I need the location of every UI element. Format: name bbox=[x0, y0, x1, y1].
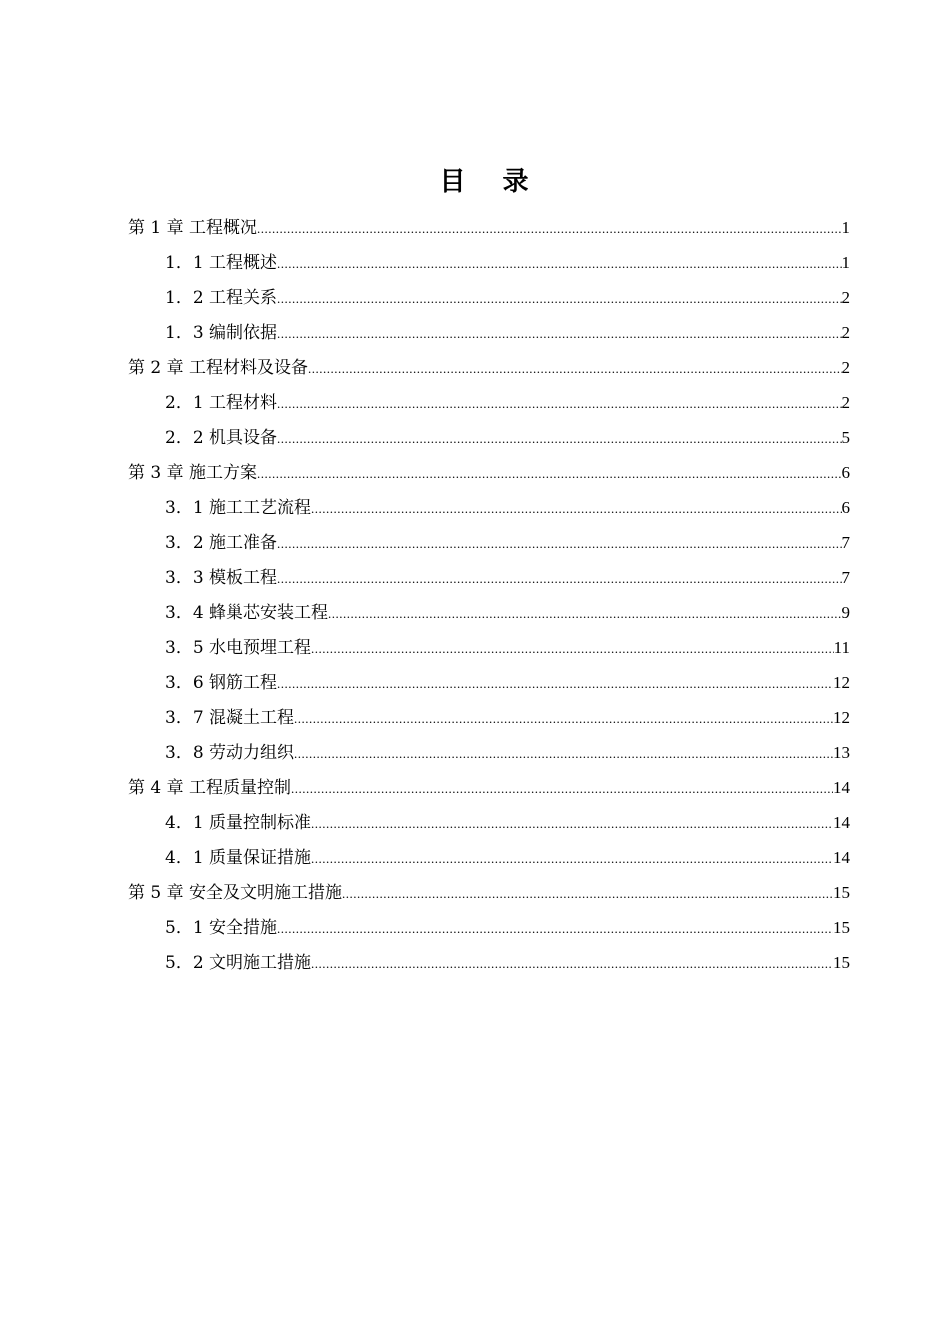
toc-entry-label: 第 5 章 安全及文明施工措施 bbox=[128, 883, 343, 903]
toc-entry-label: 3．6 钢筋工程 bbox=[165, 673, 278, 693]
toc-section-entry[interactable] bbox=[128, 245, 850, 280]
page-title: 目 录 bbox=[439, 167, 543, 197]
dot-leader bbox=[257, 456, 841, 491]
toc-entry-label: 3．2 施工准备 bbox=[165, 533, 278, 553]
toc-page-number: 14 bbox=[833, 848, 850, 867]
toc-entry-label: 2．2 机具设备 bbox=[165, 428, 278, 448]
toc-chapter-entry[interactable] bbox=[128, 350, 850, 385]
toc-page-number: 2 bbox=[841, 393, 850, 412]
toc-entry-label: 1．3 编制依据 bbox=[165, 323, 278, 343]
dot-leader bbox=[294, 701, 833, 736]
toc-chapter-entry[interactable] bbox=[128, 875, 850, 910]
toc-entry-label: 第 1 章 工程概况 bbox=[128, 218, 258, 238]
toc-page-number: 12 bbox=[833, 673, 850, 692]
dot-leader bbox=[277, 246, 841, 281]
dot-leader bbox=[277, 526, 841, 561]
toc-section-entry[interactable] bbox=[128, 280, 850, 315]
toc-entry-label: 3．4 蜂巢芯安装工程 bbox=[165, 603, 329, 623]
toc-page-number: 12 bbox=[833, 708, 850, 727]
toc-section-entry[interactable] bbox=[128, 560, 850, 595]
dot-leader bbox=[257, 211, 841, 246]
toc-entry-label: 3．7 混凝土工程 bbox=[165, 708, 295, 728]
dot-leader bbox=[311, 841, 833, 876]
toc-section-entry[interactable] bbox=[128, 315, 850, 350]
dot-leader bbox=[277, 666, 833, 701]
dot-leader bbox=[311, 806, 833, 841]
toc-entry-label: 4．1 质量保证措施 bbox=[165, 848, 312, 868]
toc-entry-label: 4．1 质量控制标准 bbox=[165, 813, 312, 833]
toc-section-entry[interactable] bbox=[128, 910, 850, 945]
toc-page-number: 2 bbox=[841, 358, 850, 377]
toc-page-number: 14 bbox=[833, 778, 850, 797]
toc-section-entry[interactable] bbox=[128, 595, 850, 630]
dot-leader bbox=[311, 491, 841, 526]
toc-chapter-entry[interactable] bbox=[128, 455, 850, 490]
dot-leader bbox=[328, 596, 841, 631]
dot-leader bbox=[277, 316, 841, 351]
toc-page-number: 7 bbox=[841, 533, 850, 552]
toc-section-entry[interactable] bbox=[128, 525, 850, 560]
toc-entry-label: 1．2 工程关系 bbox=[165, 288, 278, 308]
toc-page-number: 9 bbox=[841, 603, 850, 622]
toc-page-number: 6 bbox=[841, 498, 850, 517]
toc-entry-label: 5．1 安全措施 bbox=[165, 918, 278, 938]
toc-page-number: 15 bbox=[833, 918, 850, 937]
toc-page-number: 5 bbox=[841, 428, 850, 447]
toc-page-number: 1 bbox=[841, 253, 850, 272]
toc-entry-label: 3．8 劳动力组织 bbox=[165, 743, 295, 763]
toc-section-entry[interactable] bbox=[128, 805, 850, 840]
toc-section-entry[interactable] bbox=[128, 700, 850, 735]
toc-page-number: 14 bbox=[833, 813, 850, 832]
toc-page-number: 7 bbox=[841, 568, 850, 587]
toc-page-number: 2 bbox=[841, 288, 850, 307]
toc-section-entry[interactable] bbox=[128, 420, 850, 455]
toc-chapter-entry[interactable] bbox=[128, 770, 850, 805]
toc-section-entry[interactable] bbox=[128, 665, 850, 700]
dot-leader bbox=[311, 946, 833, 981]
dot-leader bbox=[291, 771, 833, 806]
dot-leader bbox=[277, 421, 841, 456]
toc-entry-label: 第 2 章 工程材料及设备 bbox=[128, 358, 309, 378]
toc-page-number: 1 bbox=[841, 218, 850, 237]
dot-leader bbox=[342, 876, 833, 911]
toc-entry-label: 3．1 施工工艺流程 bbox=[165, 498, 312, 518]
dot-leader bbox=[277, 561, 841, 596]
toc-entry-label: 1．1 工程概述 bbox=[165, 253, 278, 273]
toc-entry-label: 3．5 水电预埋工程 bbox=[165, 638, 312, 658]
dot-leader bbox=[311, 631, 834, 666]
toc-section-entry[interactable] bbox=[128, 385, 850, 420]
dot-leader bbox=[294, 736, 833, 771]
toc-page-number: 13 bbox=[833, 743, 850, 762]
toc-entry-label: 第 3 章 施工方案 bbox=[128, 463, 258, 483]
toc-entry-label: 5．2 文明施工措施 bbox=[165, 953, 312, 973]
table-of-contents bbox=[128, 210, 850, 980]
toc-page-number: 15 bbox=[833, 953, 850, 972]
toc-entry-label: 2．1 工程材料 bbox=[165, 393, 278, 413]
toc-page-number: 15 bbox=[833, 883, 850, 902]
toc-section-entry[interactable] bbox=[128, 735, 850, 770]
toc-chapter-entry[interactable] bbox=[128, 210, 850, 245]
dot-leader bbox=[308, 351, 841, 386]
dot-leader bbox=[277, 386, 841, 421]
toc-section-entry[interactable] bbox=[128, 840, 850, 875]
toc-section-entry[interactable] bbox=[128, 630, 850, 665]
toc-page-number: 11 bbox=[833, 638, 850, 657]
toc-page-number: 2 bbox=[841, 323, 850, 342]
toc-entry-label: 第 4 章 工程质量控制 bbox=[128, 778, 292, 798]
toc-section-entry[interactable] bbox=[128, 945, 850, 980]
dot-leader bbox=[277, 911, 833, 946]
dot-leader bbox=[277, 281, 841, 316]
toc-page-number: 6 bbox=[841, 463, 850, 482]
toc-entry-label: 3．3 模板工程 bbox=[165, 568, 278, 588]
toc-section-entry[interactable] bbox=[128, 490, 850, 525]
